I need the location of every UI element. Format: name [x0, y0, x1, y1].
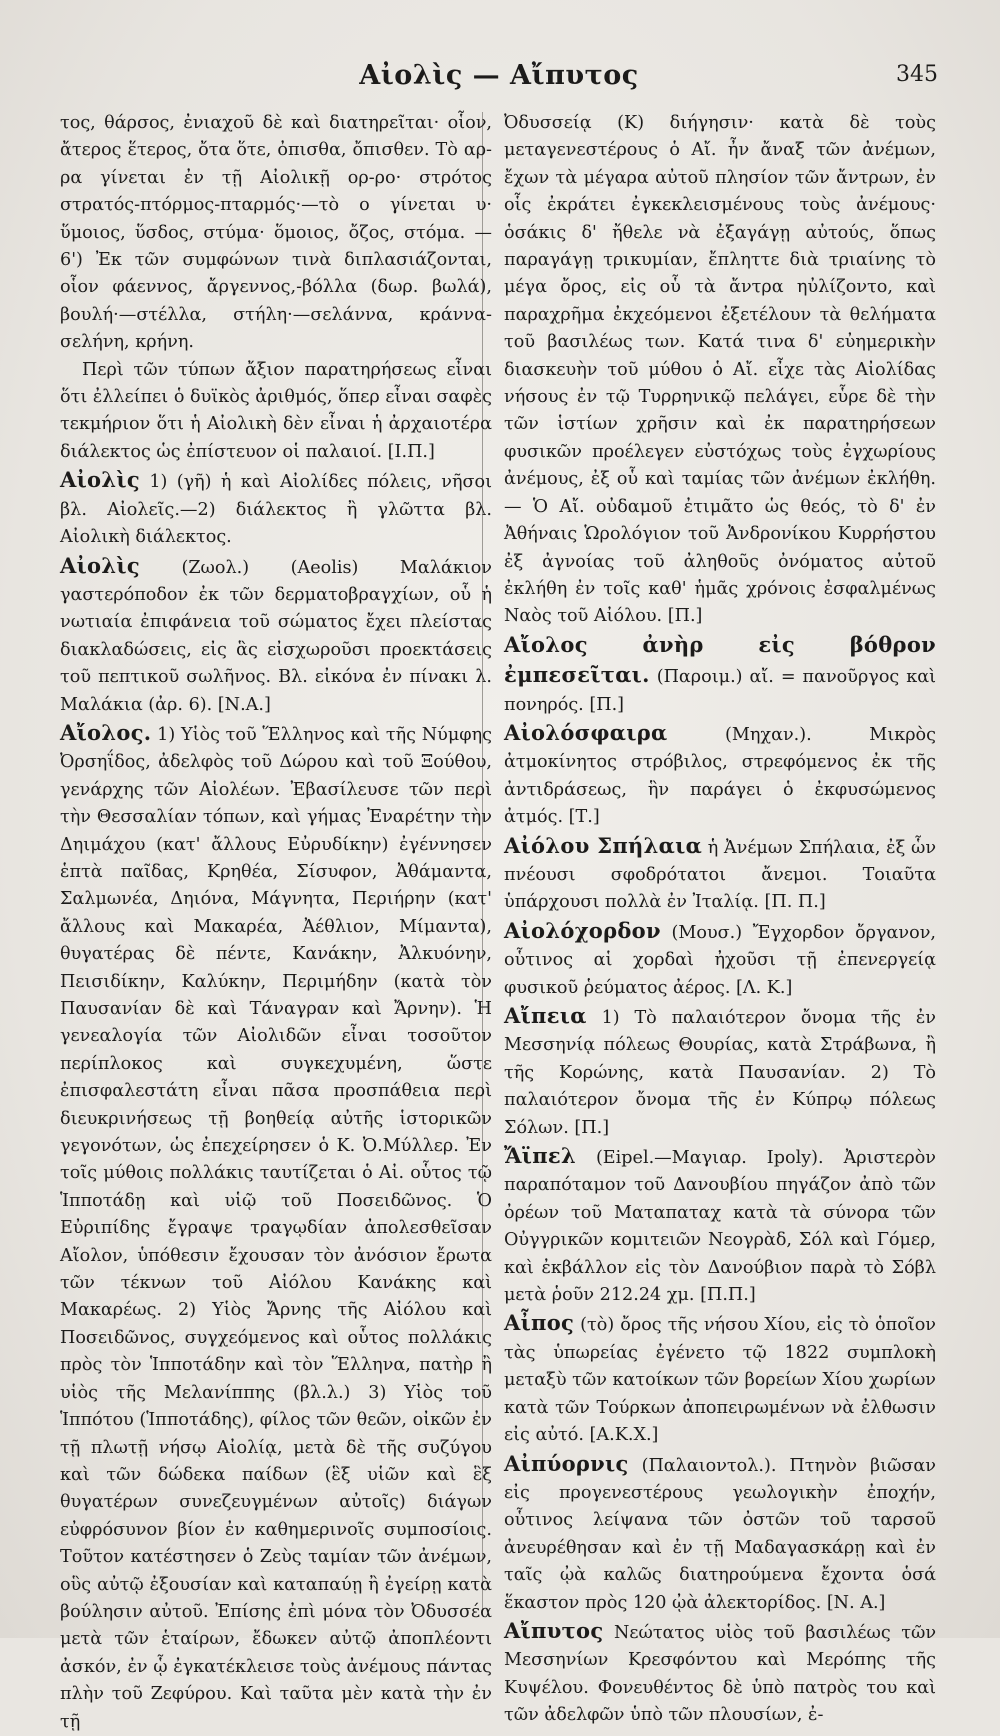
dictionary-entry [504, 1450, 936, 1617]
entry-text: (Eipel.—Μαγιαρ. Ipoly). Ἀριστερὸν παραπόταμον τοῦ Δανουβίου πηγάζον ἀπὸ τῶν ὀρέων τοῦ Ματαπαταχ κατὰ τὰ σύνορα τῶν Οὐγγρικῶν κομιτειῶν Νεογρὰδ, Σόλ καὶ Γόμερ, καὶ ἐκβάλλον εἰς τὸν Δανούβιον παρὰ τὸ Σόβλ μετὰ ῥοῦν 212.24 χμ. [Π.Π.] [504, 1148, 936, 1306]
left-continuation-text: τος, θάρσος, ἐνιαχοῦ δὲ καὶ διατηρεῖται· οἷον, ἄτερος ἕτερος, ὄτα ὅτε, ὀπισθα, ὄπισθεν. Τὸ αρ-ρα γίνεται ἐν τῇ Αἰολικῇ ορ-ρο· στρότος στρατός-πτόρμος-πταρμός·—τὸ ο γίνεται υ· ὕμοιος, ὕσδος, στύμα· ὅμοιος, ὄζος, στόμα. — 6') Ἐκ τῶν συμφώνων τινὰ διπλασιάζονται, οἷον φάεννος, ἄργεννος,-βόλλα (δωρ. βωλά), βουλή·—στέλλα, στήλη·—σελάννα, κράννα-σελήνη, κρήνη. [60, 113, 492, 353]
entry-text: 1) (γῆ) ἡ καὶ Αἰολίδες πόλεις, νῆσοι βλ. Αἰολεῖς.—2) διάλεκτος ἢ γλῶττα βλ. Αἰολικὴ διάλεκτος. [60, 472, 492, 548]
entry-text: (Ζωολ.) (Aeolis) Μαλάκιον γαστερόποδον ἐκ τῶν δερματοβραγχίων, οὗ ἡ νωτιαία ἐπιφάνεια τοῦ σώματος ἔχει πλείστας διακλαδώσεις, εἰς ἃς εἰσχωροῦσι προεκτάσεις τοῦ πεπτικοῦ σωλῆνος. Βλ. εἰκόνα ἐν πίνακι λ. Μαλάκια (ἀρ. 6). [Ν.Α.] [60, 557, 492, 715]
entry-headword: Αἰόλου Σπήλαια [504, 832, 703, 858]
entry-headword: Αἰολόσφαιρα [504, 719, 668, 745]
page-number: 345 [896, 62, 938, 87]
dictionary-entry [504, 917, 936, 1002]
dictionary-entry [504, 631, 936, 719]
right-column [504, 110, 936, 1730]
entry-text: (Παλαιοντολ.). Πτηνὸν βιῶσαν εἰς προγενεστέρους γεωλογικὴν ἐποχήν, οὗτινος λείψανα τῶν ὀστῶν τοῦ ταρσοῦ ἀνευρέθησαν καὶ ἐν τῇ Μαδαγασκάρῃ καὶ ἐν ταῖς ᾠὰ καλῶς διατηρούμενα ἔχοντα ὁσά ἕκαστον πρὸς 120 ᾠὰ ἀλεκτορίδος. [Ν. Α.] [504, 1455, 937, 1613]
dictionary-entry [504, 1309, 936, 1449]
entry-text: 1) Τὸ παλαιότερον ὄνομα τῆς ἐν Μεσσηνίᾳ πόλεως Θουρίας, κατὰ Στράβωνα, ἢ τῆς Κορώνης, κατὰ Παυσανίαν. 2) Τὸ παλαιότερον ὄνομα τῆς ἐν Κύπρῳ πόλεως Σόλων. [Π.] [504, 1008, 936, 1138]
dictionary-entry [504, 1617, 936, 1730]
dictionary-entry [504, 832, 936, 917]
entry-text: 1) Υἱὸς τοῦ Ἕλληνος καὶ τῆς Νύμφης Ὀρσηΐδος, ἀδελφὸς τοῦ Δώρου καὶ τοῦ Ξούθου, γενάρχης τῶν Αἰολέων. Ἐβασίλευσε τῶν περὶ τὴν Θεσσαλίαν τόπων, καὶ γήμας Ἐναρέτην τὴν Δηιμάχου (κατ' ἄλλους Εὐρυδίκην) ἐγέννησεν ἑπτὰ παῖδας, Κρηθέα, Σίσυφον, Ἀθάμαντα, Σαλμωνέα, Δηιόνα, Μάγνητα, Περιήρην (κατ' ἄλλους καὶ Μακαρέα, Ἀέθλιον, Μίμαντα), θυγατέρας δὲ πέντε, Κανάκην, Ἀλκυόνην, Πεισιδίκην, Καλύκην, Περιμήδην (κατὰ τὸν Παυσανίαν δὲ καὶ Τάναγραν καὶ Ἄρνην). Ἡ γενεαλογία τῶν Αἰολιδῶν εἶναι τοσοῦτον περίπλοκος καὶ συγκεχυμένη, ὥστε ἐπισφαλεστάτη εἶναι πᾶσα προσπάθεια περὶ διευκρινήσεως τῇ βοηθείᾳ αὐτῆς ἱστορικῶν γεγονότων, ὡς ἐπεχείρησεν ὁ Κ. Ὀ.Μύλλερ. Ἐν τοῖς μύθοις πολλάκις ταυτίζεται ὁ Αἰ. οὗτος τῷ Ἱπποτάδῃ καὶ υἱῷ τοῦ Ποσειδῶνος. Ὁ Εὐριπίδης ἔγραψε τραγῳδίαν ἀπολεσθεῖσαν Αἴολον, ὑπόθεσιν ἔχουσαν τὸν ἀνόσιον ἔρωτα τῶν τέκνων τοῦ Αἰόλου Κανάκης καὶ Μακαρέως. 2) Υἱὸς Ἄρνης τῆς Αἰόλου καὶ Ποσειδῶνος, συγχεόμενος καὶ οὗτος πολλάκις πρὸς τὸν Ἱπποτάδην καὶ τὸν Ἕλληνα, πατὴρ ἢ υἱὸς τῆς Μελανίππης (βλ.λ.) 3) Υἱὸς τοῦ Ἱππότου (Ἱπποτάδης), φίλος τῶν θεῶν, οἰκῶν ἐν τῇ πλωτῇ νήσῳ Αἰολίᾳ, μετὰ δὲ τῆς συζύγου καὶ τῶν δώδεκα παίδων (ἓξ υἱῶν καὶ ἓξ θυγατέρων συνεζευγμένων αὐτοῖς) διάγων εὐφρόσυνον βίον ἐν καθημερινοῖς συμποσίοις. Τοῦτον κατέστησεν ὁ Ζεὺς ταμίαν τῶν ἀνέμων, οὓς αὐτῷ ἐξουσίαν καὶ καταπαύῃ ἢ ἐγείρῃ κατὰ βούλησιν αὐτοῦ. Ἐπίσης ἐπὶ μόνα τὸν Ὀδυσσέα μετὰ τῶν ἑταίρων, ἔδωκεν αὐτῷ ἀποπλέοντι ἀσκόν, ἐν ᾧ ἐγκατέκλεισε τοὺς ἀνέμους πάντας πλὴν τοῦ Ζεφύρου. Καὶ ταῦτα μὲν κατὰ τὴν ἐν τῇ [60, 724, 493, 1732]
dictionary-entry [60, 466, 492, 551]
entry-text: (Μηχαν.). Μικρὸς ἀτμοκίνητος στρόβιλος, στρεφόμενος ἐκ τῆς ἀντιδράσεως, ἣν παράγει ὁ ἐκφυσώμενος ἀτμός. [Τ.] [504, 724, 936, 828]
entry-headword: Αἰολὶς [60, 552, 140, 578]
entry-headword: Αἴολος. [60, 719, 152, 745]
entry-headword: Αἰπύορνις [504, 1450, 629, 1476]
entry-text: (τὸ) ὄρος τῆς νήσου Χίου, εἰς τὸ ὁποῖον τὰς ὑπωρείας ἐγένετο τῷ 1822 συμπλοκὴ μεταξὺ τῶν κατοίκων τῶν βορείων Χίου χωρίων κατὰ τῶν Τούρκων ἀποπειρωμένων νὰ ἐλθωσιν εἰς αὐτό. [Α.Κ.Χ.] [504, 1315, 936, 1446]
running-title: Αἰολὶς — Αἴπυτος [359, 60, 639, 91]
entry-headword: Αἶπος [504, 1310, 575, 1336]
dictionary-entry [504, 1002, 936, 1142]
entry-text: Νεώτατος υἱὸς τοῦ βασιλέως τῶν Μεσσηνίων Κρεσφόντου καὶ Μερόπης τῆς Κυψέλου. Φονευθέντος δὲ ὑπὸ πατρὸς του καὶ τῶν ἀδελφῶν ὑπὸ τῶν πλουσίων, ἐ- [504, 1622, 937, 1726]
dictionary-entry [60, 552, 492, 719]
entry-text: (Παροιμ.) αἴ. = πανοῦργος καὶ πονηρός. [Π.] [504, 667, 936, 715]
entry-headword: Αἴπεια [504, 1003, 587, 1028]
entry-headword: Αἰολόχορδον [504, 917, 661, 943]
entry-text: ἡ Ἀνέμων Σπήλαια, ἐξ ὧν πνέουσι σφοδρότατοι ἄνεμοι. Τοιαῦτα ὑπάρχουσι πολλὰ ἐν Ἰταλίᾳ. [Π. Π.] [504, 837, 937, 913]
entry-headword: Αἴπυτος [504, 1617, 604, 1643]
entry-text: (Μουσ.) Ἔγχορδον ὄργανον, οὗτινος αἱ χορδαὶ ἠχοῦσι τῇ ἐπενεργείᾳ φυσικοῦ ῥεύματος ἀέρος. [Λ. Κ.] [504, 922, 936, 998]
entry-headword: Αἰολὶς [60, 467, 140, 493]
dictionary-entry [504, 1142, 936, 1309]
entry-headword: Ἄϊπελ [504, 1143, 576, 1169]
entry-headword: Αἴολος ἀνὴρ εἰς βόθρον ἐμπεσεῖται. [504, 631, 936, 688]
right-continuation-text: Ὀδυσσείᾳ (Κ) διήγησιν· κατὰ δὲ τοὺς μεταγενεστέρους ὁ Αἴ. ἦν ἄναξ τῶν ἀνέμων, ἔχων τὰ μέγαρα αὐτοῦ πλησίον τῶν ἄντρων, ἐν οἷς ἐκράτει ἐγκεκλεισμένους τοὺς ἀνέμους· ὁσάκις δ' ἤθελε νὰ ἐξαγάγῃ αὐτούς, ὅπως παραγάγῃ τρικυμίαν, ἔπληττε διὰ τριαίνης τὸ μέγα ὄρος, εἰς οὗ τὰ ἄντρα ηὐλίζοντο, καὶ παραχρῆμα ἐκχεόμενοι ἐξετέλουν τὰ θελήματα τοῦ βασιλέως των. Κατά τινα δ' εὐημερικὴν διασκευὴν τοῦ μύθου ὁ Αἴ. εἶχε τὰς Αἰολίδας νήσους ἐν τῷ Τυρρηνικῷ πελάγει, εὗρε δὲ τὴν τῶν ἱστίων χρῆσιν καὶ ἐκ παρατηρήσεων φυσικῶν προέλεγεν εὐστόχως τοὺς ἐγχωρίους ἀνέμους, ἐξ οὗ καὶ ταμίας τῶν ἀνέμων ἐκλήθη.— Ὁ Αἴ. οὐδαμοῦ ἐτιμᾶτο ὡς θεός, τὸ δ' ἐν Ἀθήναις Ὡρολόγιον τοῦ Ἀνδρονίκου Κυρρήστου ἐξ ἀγνοίας τοῦ ἀληθοῦς ὀνόματος αὐτοῦ ἐκλήθη ἐν τοῖς καθ' ἡμᾶς χρόνοις ἐσφαλμένως Ναὸς τοῦ Αἰόλου. [Π.] [504, 113, 936, 627]
left-paragraph: Περὶ τῶν τύπων ἄξιον παρατηρήσεως εἶναι ὅτι ἐλλείπει ὁ δυϊκὸς ἀριθμός, ὅπερ εἶναι σαφὲς τεκμήριον ὅτι ἡ Αἰολικὴ δὲν εἶναι ἡ ἀρχαιοτέρα διάλεκτος ὡς ἐπίστευον οἱ παλαιοί. [Ι.Π.] [60, 359, 492, 462]
dictionary-entry [504, 719, 936, 832]
dictionary-entry [60, 719, 492, 1736]
page-header [60, 56, 938, 96]
left-column [60, 110, 492, 1736]
